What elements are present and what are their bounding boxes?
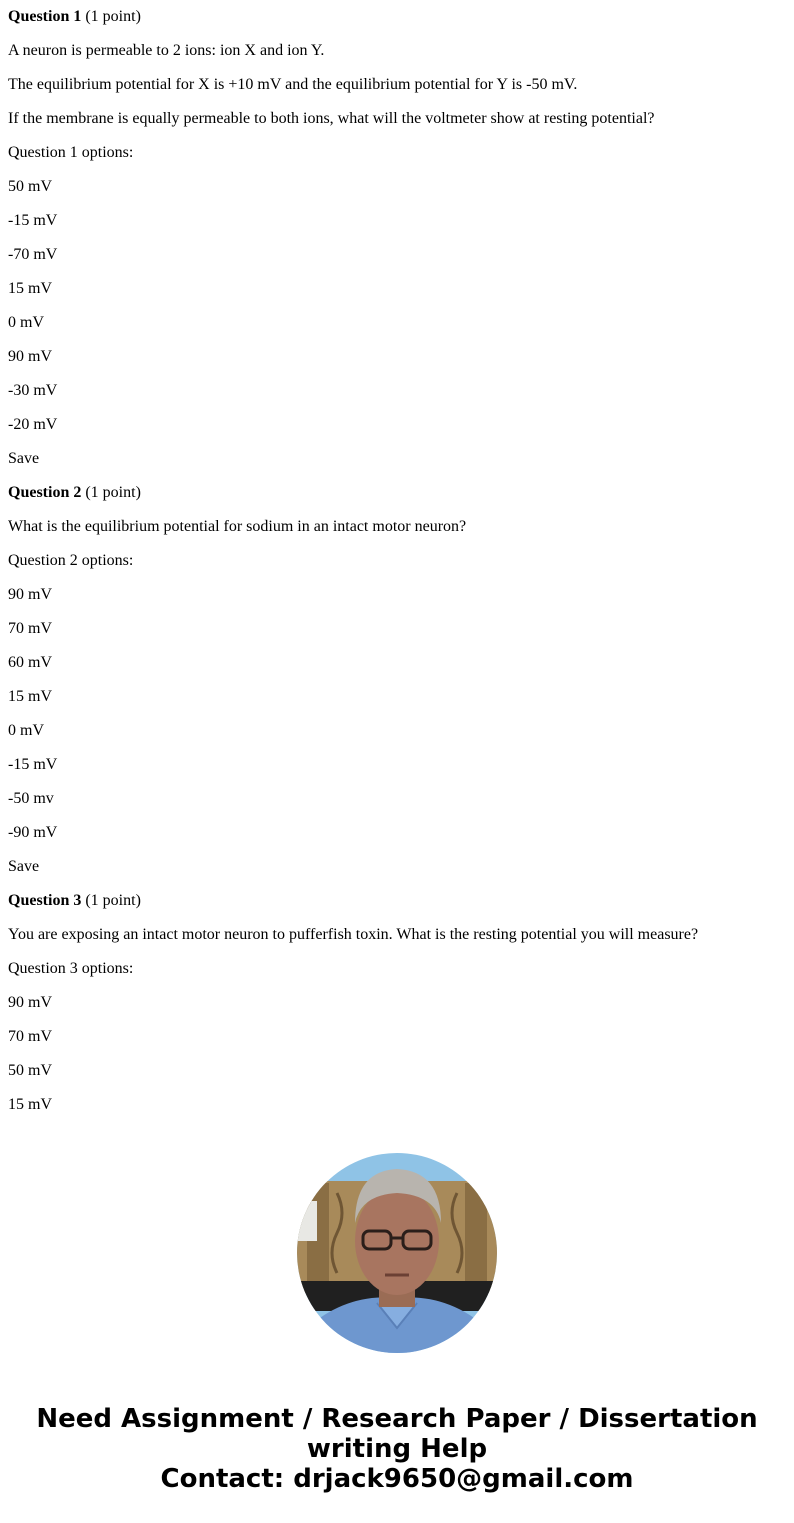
avatar (297, 1153, 497, 1353)
answer-option[interactable]: -90 mV (8, 824, 58, 841)
question-points: (1 point) (85, 892, 141, 909)
question-3-header (8, 892, 786, 910)
question-2-header (8, 484, 786, 502)
answer-option[interactable]: 0 mV (8, 314, 44, 331)
question-3 (8, 892, 786, 1114)
question-prompt: What is the equilibrium potential for sodium in an intact motor neuron? (8, 518, 467, 535)
answer-option[interactable]: 70 mV (8, 1028, 52, 1045)
answer-option[interactable]: 60 mV (8, 654, 52, 671)
answer-option[interactable]: 15 mV (8, 688, 52, 705)
question-prompt: The equilibrium potential for X is +10 mV and the equilibrium potential for Y is -50 mV. (8, 76, 578, 93)
answer-option[interactable]: -50 mv (8, 790, 54, 807)
answer-option[interactable]: 0 mV (8, 722, 44, 739)
answer-option[interactable]: 70 mV (8, 620, 52, 637)
profile-photo-illustration (297, 1153, 497, 1353)
answer-option[interactable]: -20 mV (8, 416, 58, 433)
question-points: (1 point) (85, 8, 141, 25)
answer-option[interactable]: 15 mV (8, 1096, 52, 1113)
question-prompt: You are exposing an intact motor neuron to pufferfish toxin. What is the resting potential you will measure? (8, 926, 699, 943)
answer-option[interactable]: -70 mV (8, 246, 58, 263)
question-2 (8, 484, 786, 876)
promo-line-1: Need Assignment / Research Paper / Dissertation (36, 1404, 758, 1434)
question-prompt: A neuron is permeable to 2 ions: ion X and ion Y. (8, 42, 325, 59)
answer-option[interactable]: -15 mV (8, 212, 58, 229)
question-title: Question 1 (8, 8, 82, 25)
question-prompt: If the membrane is equally permeable to both ions, what will the voltmeter show at resting potential? (8, 110, 655, 127)
save-button[interactable]: Save (8, 858, 40, 875)
answer-option[interactable]: -30 mV (8, 382, 58, 399)
save-button[interactable]: Save (8, 450, 40, 467)
answer-option[interactable]: 50 mV (8, 1062, 52, 1079)
options-label: Question 2 options: (8, 552, 134, 569)
question-1-header (8, 8, 786, 26)
options-label: Question 1 options: (8, 144, 134, 161)
answer-option[interactable]: 90 mV (8, 348, 52, 365)
promo-footer (0, 1404, 794, 1494)
question-1 (8, 8, 786, 468)
answer-option[interactable]: 15 mV (8, 280, 52, 297)
contact-email: Contact: drjack9650@gmail.com (160, 1464, 634, 1494)
answer-option[interactable]: -15 mV (8, 756, 58, 773)
question-points: (1 point) (85, 484, 141, 501)
answer-option[interactable]: 90 mV (8, 586, 52, 603)
question-title: Question 2 (8, 484, 82, 501)
answer-option[interactable]: 50 mV (8, 178, 52, 195)
promo-line-2: writing Help (306, 1434, 488, 1464)
answer-option[interactable]: 90 mV (8, 994, 52, 1011)
options-label: Question 3 options: (8, 960, 134, 977)
question-title: Question 3 (8, 892, 82, 909)
